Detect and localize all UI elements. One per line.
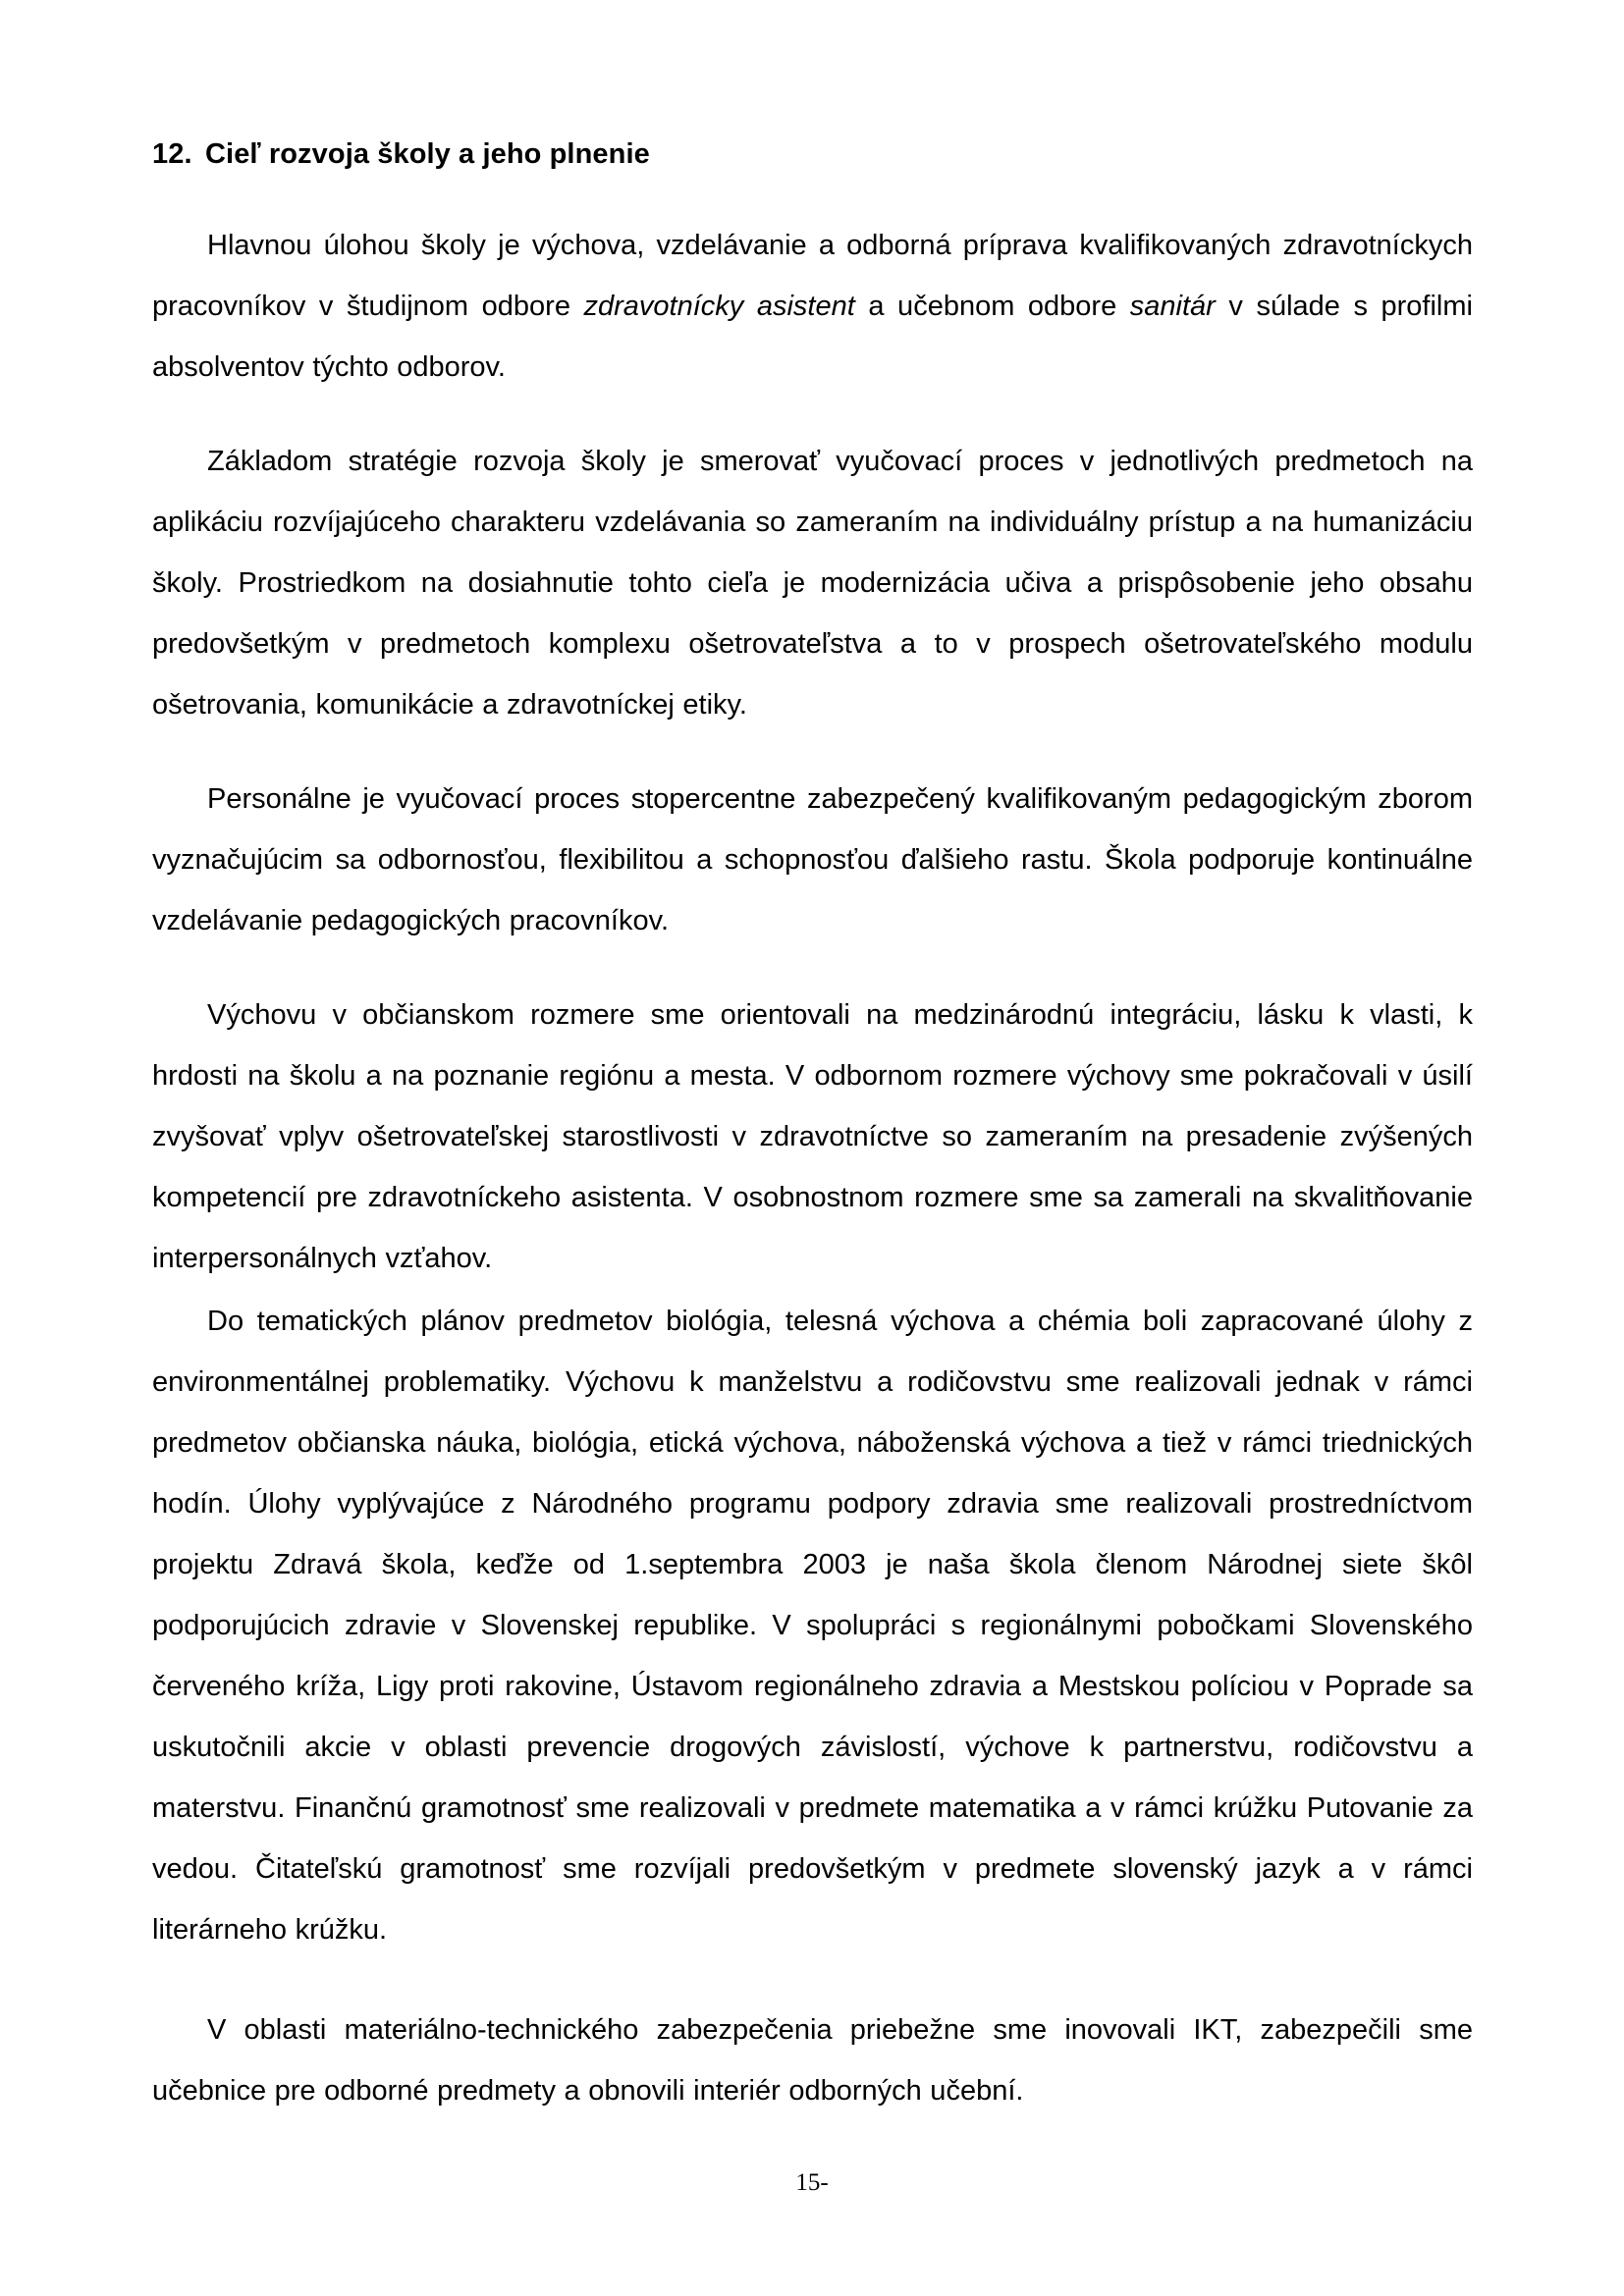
- paragraph-3: Personálne je vyučovací proces stopercentne zabezpečený kvalifikovaným pedagogickým zborom vyznačujúcim sa odbornosťou, flexibilitou a schopnosťou ďalšieho rastu. Škola podporuje kontinuálne vzdelávanie pedagogických pracovníkov.: [152, 782, 1473, 936]
- page-number: 15-: [795, 2169, 829, 2196]
- paragraph-2: Základom stratégie rozvoja školy je smerovať vyučovací proces v jednotlivých predmetoch na aplikáciu rozvíjajúceho charakteru vzdelávania so zameraním na individuálny prístup a na humanizáciu školy. Prostriedkom na dosiahnutie tohto cieľa je modernizácia učiva a prispôsobenie jeho obsahu predovšetkým v predmetoch komplexu ošetrovateľstva a to v prospech ošetrovateľského modulu ošetrovania, komunikácie a zdravotníckej etiky.: [152, 445, 1473, 721]
- paragraph-1-segment-1: Hlavnou úlohou školy je výchova, vzdelávanie a odborná príprava kvalifikovaných zdravotníckych pracovníkov v študijnom odbore: [152, 229, 1473, 322]
- section-title: Cieľ rozvoja školy a jeho plnenie: [205, 138, 650, 170]
- paragraph-1-segment-5: v súlade s profilmi absolventov týchto odborov.: [152, 290, 1473, 383]
- paragraph-1-segment-2-italic: zdravotnícky asistent: [583, 290, 855, 322]
- page-content: [152, 137, 1473, 2121]
- section-heading: [152, 137, 1473, 172]
- section-number: 12.: [152, 138, 192, 170]
- paragraph-1-segment-4-italic: sanitár: [1129, 290, 1216, 322]
- paragraph-1: [152, 215, 1473, 398]
- paragraph-4: Výchovu v občianskom rozmere sme orientovali na medzinárodnú integráciu, lásku k vlasti, k hrdosti na školu a na poznanie regiónu a mesta. V odbornom rozmere výchovy sme pokračovali v úsilí zvyšovať vplyv ošetrovateľskej starostlivosti v zdravotníctve so zameraním na presadenie zvýšených kompetencií pre zdravotníckeho asistenta. V osobnostnom rozmere sme sa zamerali na skvalitňovanie interpersonálnych vzťahov.: [152, 998, 1473, 1274]
- paragraph-6: V oblasti materiálno-technického zabezpečenia priebežne sme inovovali IKT, zabezpečili sme učebnice pre odborné predmety a obnovili interiér odborných učební.: [152, 2013, 1473, 2107]
- paragraph-5: Do tematických plánov predmetov biológia, telesná výchova a chémia boli zapracované úlohy z environmentálnej problematiky. Výchovu k manželstvu a rodičovstvu sme realizovali jednak v rámci predmetov občianska náuka, biológia, etická výchova, náboženská výchova a tiež v rámci triednických hodín. Úlohy vyplývajúce z Národného programu podpory zdravia sme realizovali prostredníctvom projektu Zdravá škola, keďže od 1.septembra 2003 je naša škola členom Národnej siete škôl podporujúcich zdravie v Slovenskej republike. V spolupráci s regionálnymi pobočkami Slovenského červeného kríža, Ligy proti rakovine, Ústavom regionálneho zdravia a Mestskou políciou v Poprade sa uskutočnili akcie v oblasti prevencie drogových závislostí, výchove k partnerstvu, rodičovstvu a materstvu. Finančnú gramotnosť sme realizovali v predmete matematika a v rámci krúžku Putovanie za vedou. Čitateľskú gramotnosť sme rozvíjali predovšetkým v predmete slovenský jazyk a v rámci literárneho krúžku.: [152, 1305, 1473, 1946]
- paragraph-1-segment-3: a učebnom odbore: [854, 290, 1130, 322]
